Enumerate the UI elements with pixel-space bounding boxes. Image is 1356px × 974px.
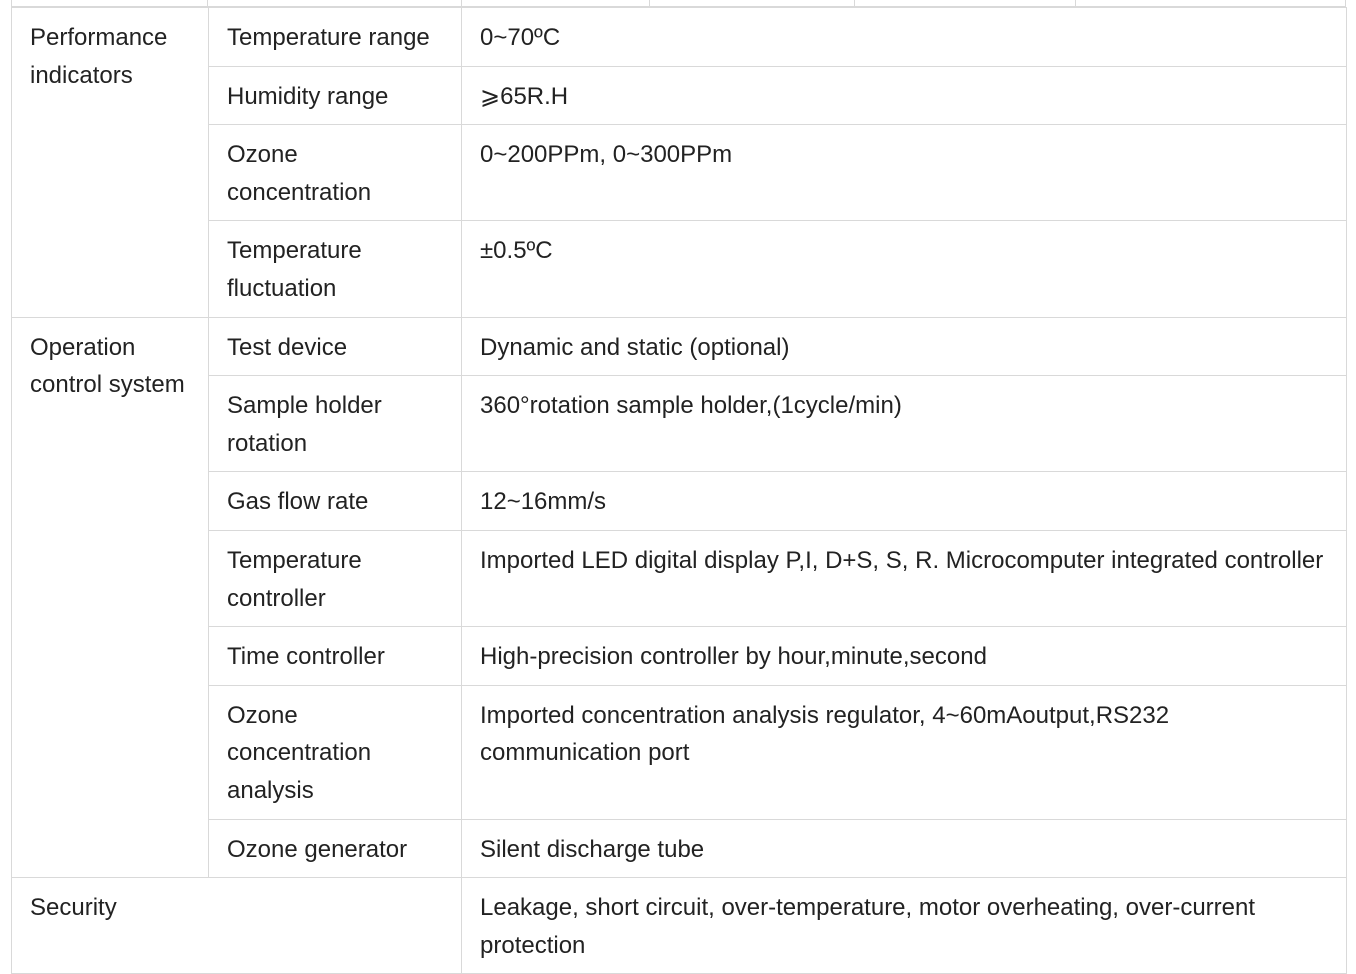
- table-row: [12, 125, 1347, 221]
- table-row: [12, 317, 1347, 376]
- table-row: [12, 221, 1347, 317]
- value-cell: ±0.5ºC: [462, 221, 1347, 317]
- value-cell: Imported LED digital display P,I, D+S, S, R. Microcomputer integrated controller: [462, 530, 1347, 626]
- table-row: [12, 376, 1347, 472]
- parameter-cell: Temperature range: [209, 8, 462, 67]
- table-row: [12, 878, 1347, 974]
- value-cell: High-precision controller by hour,minute,second: [462, 627, 1347, 686]
- column-divider: [461, 0, 462, 7]
- parameter-cell: Humidity range: [209, 66, 462, 125]
- parameter-cell: Test device: [209, 317, 462, 376]
- value-cell: 0~70ºC: [462, 8, 1347, 67]
- category-cell: Performance indicators: [12, 8, 209, 318]
- value-cell: Silent discharge tube: [462, 819, 1347, 878]
- category-cell: Security: [12, 878, 462, 974]
- value-cell: 12~16mm/s: [462, 472, 1347, 531]
- value-cell: 360°rotation sample holder,(1cycle/min): [462, 376, 1347, 472]
- previous-table-row-edge: [11, 0, 1346, 7]
- value-cell: Dynamic and static (optional): [462, 317, 1347, 376]
- column-divider: [207, 0, 208, 7]
- table-row: [12, 66, 1347, 125]
- column-divider: [649, 0, 650, 7]
- table-row: [12, 819, 1347, 878]
- table-row: [12, 530, 1347, 626]
- parameter-cell: Temperature fluctuation: [209, 221, 462, 317]
- parameter-cell: Gas flow rate: [209, 472, 462, 531]
- parameter-cell: Ozone concentration: [209, 125, 462, 221]
- value-cell: Leakage, short circuit, over-temperature, motor overheating, over-current protection: [462, 878, 1347, 974]
- table-row: [12, 8, 1347, 67]
- parameter-cell: Temperature controller: [209, 530, 462, 626]
- column-divider: [854, 0, 855, 7]
- table-row: [12, 685, 1347, 819]
- parameter-cell: Ozone concentration analysis: [209, 685, 462, 819]
- specification-table: [11, 7, 1347, 974]
- category-cell: Operation control system: [12, 317, 209, 878]
- table-row: [12, 627, 1347, 686]
- table-row: [12, 472, 1347, 531]
- parameter-cell: Time controller: [209, 627, 462, 686]
- value-cell: 0~200PPm, 0~300PPm: [462, 125, 1347, 221]
- column-divider: [1075, 0, 1076, 7]
- parameter-cell: Sample holder rotation: [209, 376, 462, 472]
- value-cell: Imported concentration analysis regulator, 4~60mAoutput,RS232 communication port: [462, 685, 1347, 819]
- parameter-cell: Ozone generator: [209, 819, 462, 878]
- value-cell: ⩾65R.H: [462, 66, 1347, 125]
